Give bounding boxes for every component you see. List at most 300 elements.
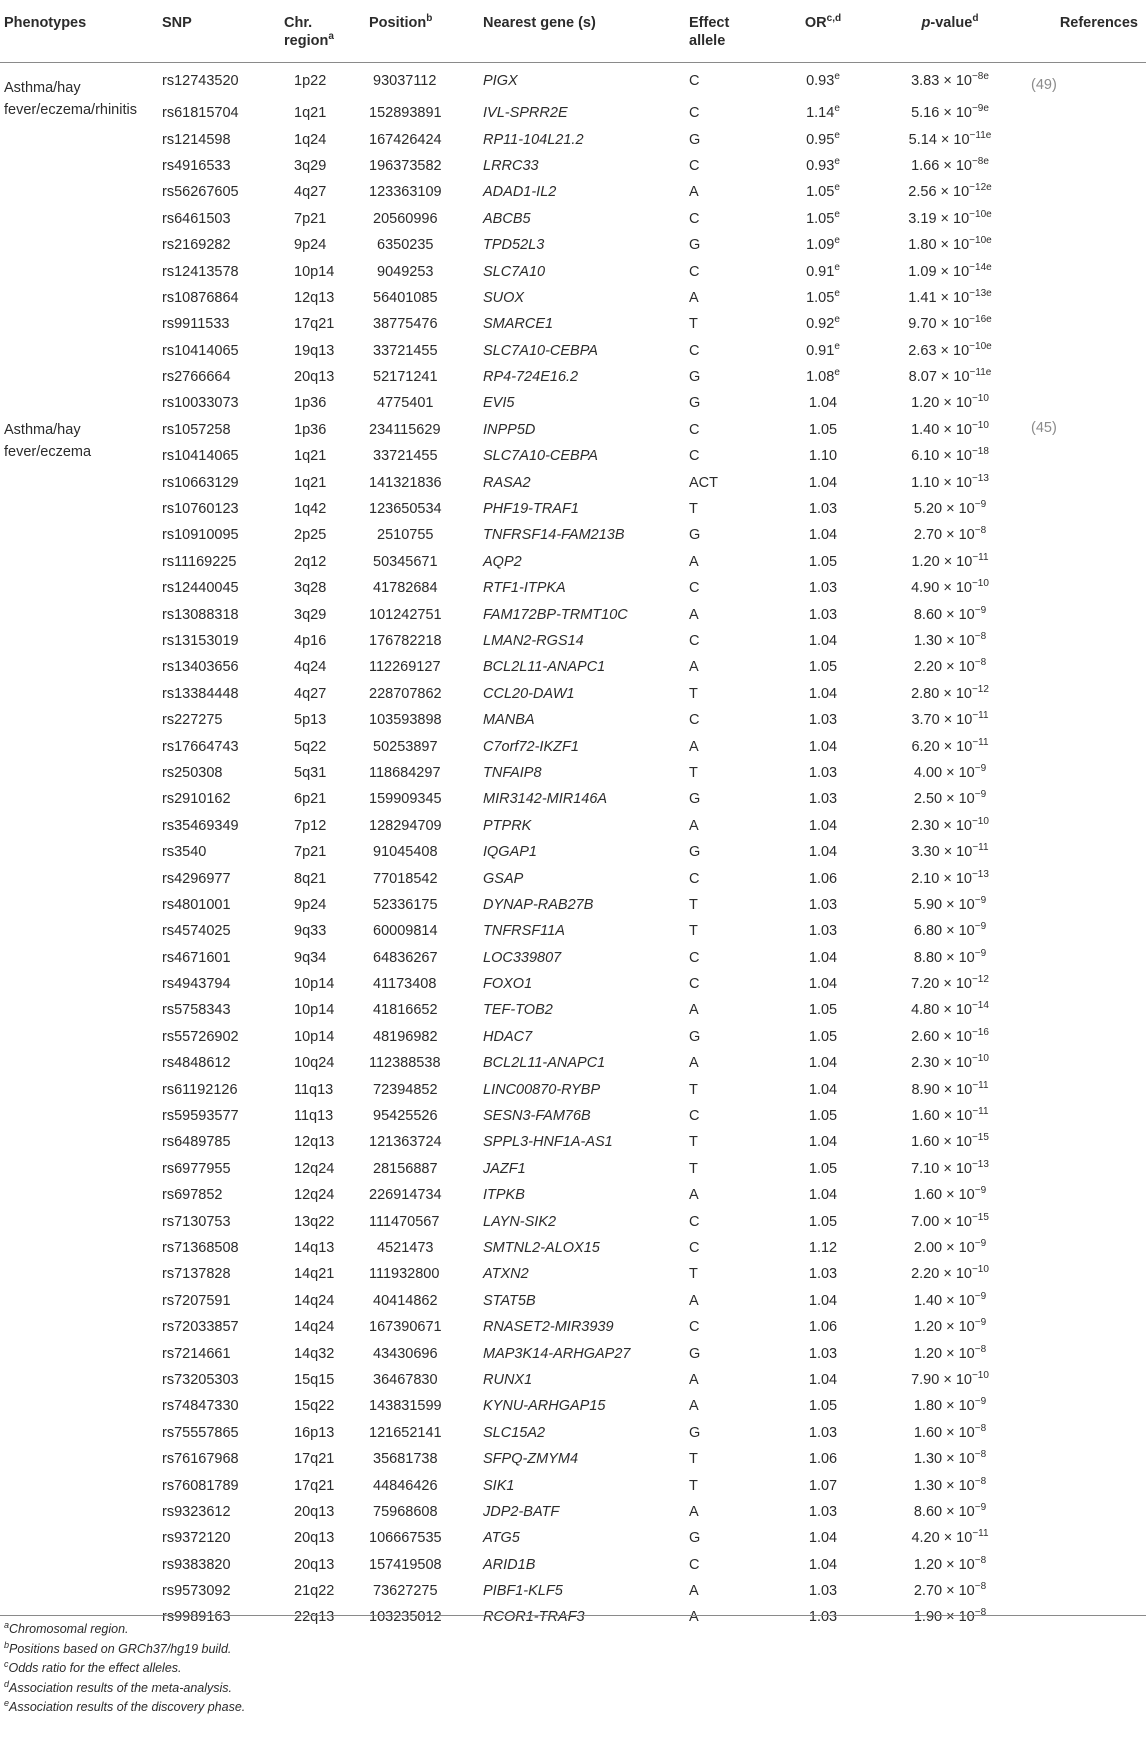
effect-allele-cell: A xyxy=(689,289,699,306)
snp-cell: rs11169225 xyxy=(162,553,237,570)
chr-region-cell: 3q29 xyxy=(294,606,327,623)
position-cell: 123363109 xyxy=(369,184,442,201)
gene-cell xyxy=(483,258,689,284)
gene-name: RP11-104L21.2 xyxy=(483,131,584,148)
p-mantissa: 2.70 xyxy=(913,1583,947,1600)
snp-cell: rs13384448 xyxy=(162,685,239,702)
table-row xyxy=(0,338,1146,364)
p-mantissa: 5.16 xyxy=(911,105,944,122)
p-value-cell xyxy=(869,364,1031,390)
p-mantissa: 4.80 xyxy=(911,1002,944,1019)
effect-allele-cell: C xyxy=(689,157,700,174)
or-cell xyxy=(777,1525,869,1551)
gene-cell xyxy=(483,311,689,337)
snp-cell: rs4296977 xyxy=(162,870,231,887)
table-row xyxy=(0,628,1146,654)
position-cell: 50253897 xyxy=(373,738,438,755)
position-cell: 72394852 xyxy=(373,1081,438,1098)
or-value: 1.04 xyxy=(808,844,838,861)
or-footnote-mark: e xyxy=(834,71,840,83)
gene-cell xyxy=(483,1499,689,1525)
p-times-ten: × 10 xyxy=(943,738,973,755)
chr-region-cell: 12q24 xyxy=(294,1187,335,1204)
or-cell xyxy=(777,258,869,284)
p-exponent: −10 xyxy=(971,815,989,827)
gene-cell xyxy=(483,1604,689,1630)
p-value-cell xyxy=(869,786,1031,812)
gene-name: RCOR1-TRAF3 xyxy=(483,1609,585,1626)
table-row xyxy=(0,232,1146,258)
or-cell xyxy=(777,443,869,469)
gene-name: MAP3K14-ARHGAP27 xyxy=(483,1345,631,1362)
position-cell: 4775401 xyxy=(377,395,434,412)
gene-name: IVL-SPRR2E xyxy=(483,105,568,122)
table-row xyxy=(0,1393,1146,1419)
snp-cell: rs4916533 xyxy=(162,157,231,174)
snp-cell: rs61815704 xyxy=(162,105,239,122)
chr-region-cell: 9p24 xyxy=(294,237,327,254)
p-times-ten: × 10 xyxy=(946,1424,975,1441)
p-mantissa: 6.80 xyxy=(913,923,947,940)
table-row xyxy=(0,285,1146,311)
gene-name: SLC7A10-CEBPA xyxy=(483,448,598,465)
p-value-cell xyxy=(869,760,1031,786)
gene-name: ATXN2 xyxy=(483,1266,529,1283)
effect-allele-cell: A xyxy=(689,1583,699,1600)
p-mantissa: 4.20 xyxy=(911,1530,944,1547)
table-row xyxy=(0,1525,1146,1551)
table-row xyxy=(0,839,1146,865)
p-value-cell xyxy=(869,179,1031,205)
effect-allele-cell: A xyxy=(689,1398,699,1415)
p-mantissa: 2.50 xyxy=(913,791,947,808)
position-cell: 48196982 xyxy=(373,1028,438,1045)
p-value-cell xyxy=(869,1551,1031,1577)
table-row xyxy=(0,1182,1146,1208)
gene-name: RTF1-ITPKA xyxy=(483,580,566,597)
p-mantissa: 2.30 xyxy=(911,817,944,834)
or-value: 0.95 xyxy=(806,131,835,148)
reference-link[interactable]: (45) xyxy=(1031,419,1057,436)
gene-name: LMAN2-RGS14 xyxy=(483,633,584,649)
position-cell: 93037112 xyxy=(373,73,437,90)
table-row xyxy=(0,100,1146,126)
or-value: 1.03 xyxy=(808,1503,838,1520)
or-value: 1.05 xyxy=(806,210,835,227)
p-value-cell xyxy=(869,1604,1031,1630)
position-cell: 101242751 xyxy=(369,606,442,623)
position-cell: 167426424 xyxy=(369,131,442,148)
p-value-cell xyxy=(869,1103,1031,1129)
position-cell: 226914734 xyxy=(369,1187,442,1204)
p-mantissa: 2.00 xyxy=(913,1239,947,1256)
or-cell xyxy=(777,733,869,759)
p-value-cell xyxy=(869,707,1031,733)
p-exponent: −15 xyxy=(971,1211,989,1223)
gene-cell xyxy=(483,1182,689,1208)
p-times-ten: × 10 xyxy=(946,923,975,940)
position-cell: 157419508 xyxy=(369,1556,442,1573)
p-exponent: −11 xyxy=(972,842,989,854)
p-value-cell xyxy=(869,1472,1031,1498)
gene-cell xyxy=(483,1129,689,1155)
position-cell: 36467830 xyxy=(373,1371,438,1388)
table-row xyxy=(0,707,1146,733)
p-value-cell xyxy=(869,443,1031,469)
effect-allele-cell: G xyxy=(689,131,701,148)
effect-allele-cell: G xyxy=(689,1345,701,1362)
or-cell xyxy=(777,522,869,548)
p-exponent: −11 xyxy=(972,710,989,722)
p-exponent: −10 xyxy=(971,578,989,590)
gene-cell xyxy=(483,707,689,733)
table-row xyxy=(0,1472,1146,1498)
gene-name: SLC15A2 xyxy=(483,1424,546,1441)
snp-cell: rs9911533 xyxy=(162,316,230,333)
or-cell xyxy=(777,390,869,416)
p-mantissa: 8.90 xyxy=(911,1081,944,1098)
or-cell xyxy=(777,1288,869,1314)
gene-name: C7orf72-IKZF1 xyxy=(483,738,579,755)
col-header-p-value: p-value$^d$ xyxy=(921,13,979,31)
p-exponent: −9e xyxy=(971,103,989,115)
snp-cell: rs4801001 xyxy=(162,896,231,913)
gene-name: PTPRK xyxy=(483,817,532,834)
or-footnote-mark: e xyxy=(834,103,840,115)
gene-cell xyxy=(483,1208,689,1234)
p-mantissa: 5.14 xyxy=(908,131,941,148)
snp-cell: rs4671601 xyxy=(162,949,231,966)
gene-name: FAM172BP-TRMT10C xyxy=(483,606,628,623)
gene-name: SMARCE1 xyxy=(483,316,554,333)
p-times-ten: × 10 xyxy=(943,1371,972,1388)
effect-allele-cell: T xyxy=(689,316,698,333)
chr-region-cell: 4q27 xyxy=(294,685,327,702)
or-value: 1.04 xyxy=(808,1187,838,1204)
or-value: 1.03 xyxy=(808,896,838,913)
effect-allele-cell: C xyxy=(689,263,700,280)
p-value-cell xyxy=(869,1393,1031,1419)
or-value: 1.10 xyxy=(808,448,838,465)
or-cell xyxy=(777,1367,869,1393)
or-cell xyxy=(777,1604,869,1630)
chr-region-cell: 15q15 xyxy=(294,1371,335,1388)
gene-name: JDP2-BATF xyxy=(483,1503,560,1520)
or-value: 1.03 xyxy=(808,1583,838,1600)
snp-cell: rs250308 xyxy=(162,764,223,781)
chr-region-cell: 12q13 xyxy=(294,1134,335,1151)
or-value: 1.05 xyxy=(808,1213,838,1230)
gene-name: RASA2 xyxy=(483,474,531,491)
table-row xyxy=(0,364,1146,390)
phenotype-cell: Asthma/hay fever/eczema/rhinitis xyxy=(4,79,137,118)
chr-region-cell: 8q21 xyxy=(294,870,327,887)
or-cell xyxy=(777,786,869,812)
table-row xyxy=(0,549,1146,575)
effect-allele-cell: C xyxy=(689,976,700,993)
p-times-ten: × 10 xyxy=(943,1530,973,1547)
table-row xyxy=(0,179,1146,205)
or-cell xyxy=(777,311,869,337)
or-cell xyxy=(777,1208,869,1234)
p-value-cell xyxy=(869,232,1031,258)
or-cell xyxy=(777,1446,869,1472)
p-value-cell xyxy=(869,1446,1031,1472)
gene-cell xyxy=(483,865,689,891)
effect-allele-cell: C xyxy=(689,633,700,649)
col-header-references: References xyxy=(1059,15,1138,31)
table-row xyxy=(0,997,1146,1023)
gene-name: FOXO1 xyxy=(483,976,533,993)
p-exponent: −8 xyxy=(974,631,987,643)
gene-name: PHF19-TRAF1 xyxy=(483,501,579,518)
gene-cell xyxy=(483,179,689,205)
p-times-ten: × 10 xyxy=(943,580,972,597)
or-cell xyxy=(777,1076,869,1102)
p-times-ten: × 10 xyxy=(943,421,972,438)
p-mantissa: 8.80 xyxy=(913,949,947,966)
footnote-text: Positions based on GRCh37/hg19 build. xyxy=(9,1641,232,1656)
or-cell xyxy=(777,153,869,179)
snp-cell: rs6977955 xyxy=(162,1160,231,1177)
effect-allele-cell: T xyxy=(689,896,698,913)
gene-cell xyxy=(483,997,689,1023)
footnote-text: Association results of the discovery phase. xyxy=(9,1700,246,1714)
snp-cell: rs13088318 xyxy=(162,606,239,623)
p-value-cell xyxy=(869,945,1031,971)
or-cell xyxy=(777,1103,869,1129)
p-exponent: −9 xyxy=(974,789,987,801)
or-cell xyxy=(777,707,869,733)
p-exponent: −11 xyxy=(972,1528,989,1540)
chr-region-cell: 5q31 xyxy=(294,764,327,781)
or-cell xyxy=(777,601,869,627)
table-row xyxy=(0,945,1146,971)
chr-region-cell: 14q13 xyxy=(294,1239,335,1256)
position-cell: 141321836 xyxy=(369,474,442,491)
p-mantissa: 1.30 xyxy=(913,633,947,649)
footnote-text: Chromosomal region. xyxy=(9,1622,129,1636)
p-times-ten: × 10 xyxy=(943,1134,972,1151)
or-value: 0.91 xyxy=(806,342,835,359)
or-cell xyxy=(777,1578,869,1604)
effect-allele-cell: C xyxy=(689,1239,700,1256)
or-cell xyxy=(777,496,869,522)
p-times-ten: × 10 xyxy=(946,1556,975,1573)
gene-name: ATG5 xyxy=(483,1530,520,1547)
p-exponent: −9 xyxy=(974,1317,987,1329)
or-value: 1.04 xyxy=(808,1371,838,1388)
or-cell xyxy=(777,1156,869,1182)
p-mantissa: 5.20 xyxy=(913,501,947,518)
effect-allele-cell: G xyxy=(689,369,701,386)
chr-region-cell: 1q21 xyxy=(294,105,327,122)
chr-region-cell: 9q34 xyxy=(294,949,327,966)
chr-region-cell: 10q24 xyxy=(294,1055,335,1072)
position-cell: 167390671 xyxy=(369,1319,442,1336)
effect-allele-cell: T xyxy=(689,1081,698,1098)
p-mantissa: 1.20 xyxy=(913,1345,947,1362)
table-row xyxy=(0,258,1146,284)
p-exponent: −12 xyxy=(971,683,989,695)
effect-allele-cell: C xyxy=(689,342,700,359)
p-exponent: −11 xyxy=(972,552,989,563)
p-exponent: −16e xyxy=(969,314,992,326)
table-row xyxy=(0,1024,1146,1050)
p-mantissa: 7.00 xyxy=(911,1213,944,1230)
p-exponent: −9 xyxy=(974,604,987,616)
chr-region-cell: 5p13 xyxy=(294,712,327,729)
gene-name: LINC00870-RYBP xyxy=(483,1081,601,1098)
chr-region-cell: 4q27 xyxy=(294,184,327,201)
table-row xyxy=(0,1446,1146,1472)
or-cell xyxy=(777,1340,869,1366)
snp-cell: rs76167968 xyxy=(162,1451,239,1468)
gene-name: BCL2L11-ANAPC1 xyxy=(483,1055,606,1072)
p-exponent: −9 xyxy=(974,1502,987,1514)
gene-cell xyxy=(483,126,689,152)
p-exponent: −10e xyxy=(969,235,992,247)
gene-cell xyxy=(483,1314,689,1340)
snp-cell: rs72033857 xyxy=(162,1319,239,1336)
p-mantissa: 1.60 xyxy=(911,1108,944,1125)
footnote-line xyxy=(4,1679,245,1699)
gene-cell xyxy=(483,1446,689,1472)
table-row xyxy=(0,1208,1146,1234)
or-footnote-mark: e xyxy=(834,208,840,220)
table-row xyxy=(0,1076,1146,1102)
p-mantissa: 6.20 xyxy=(911,738,944,755)
p-exponent: −9 xyxy=(974,1238,987,1250)
gene-cell xyxy=(483,1261,689,1287)
p-times-ten: × 10 xyxy=(943,1160,972,1177)
effect-allele-cell: G xyxy=(689,1530,701,1547)
table-row xyxy=(0,311,1146,337)
snp-cell: rs73205303 xyxy=(162,1371,239,1388)
p-mantissa: 1.30 xyxy=(913,1451,947,1468)
gene-name: HDAC7 xyxy=(483,1028,533,1045)
snp-cell: rs59593577 xyxy=(162,1108,239,1125)
or-value: 1.05 xyxy=(808,1028,838,1045)
p-value-cell xyxy=(869,1367,1031,1393)
gene-cell xyxy=(483,443,689,469)
p-mantissa: 1.60 xyxy=(913,1187,947,1204)
p-value-cell xyxy=(869,100,1031,126)
effect-allele-cell: A xyxy=(689,1292,699,1309)
gene-name: ADAD1-IL2 xyxy=(483,184,557,201)
or-cell xyxy=(777,628,869,654)
snp-cell: rs35469349 xyxy=(162,817,239,834)
or-cell xyxy=(777,839,869,865)
chr-region-cell: 1p22 xyxy=(294,73,327,90)
effect-allele-cell: A xyxy=(689,1055,699,1072)
col-header-position: Position$^b$ xyxy=(369,13,433,31)
gene-cell xyxy=(483,1076,689,1102)
p-exponent: −18 xyxy=(971,446,989,458)
snp-cell: rs7214661 xyxy=(162,1345,231,1362)
p-mantissa: 9.70 xyxy=(908,316,941,333)
p-times-ten: × 10 xyxy=(946,659,975,676)
snp-cell: rs13403656 xyxy=(162,659,239,676)
position-cell: 106667535 xyxy=(369,1530,442,1547)
table-row xyxy=(0,62,1146,100)
p-value-cell xyxy=(869,1314,1031,1340)
gene-cell xyxy=(483,892,689,918)
p-mantissa: 1.80 xyxy=(913,1398,947,1415)
or-cell xyxy=(777,1182,869,1208)
chr-region-cell: 2p25 xyxy=(294,527,327,544)
or-value: 0.93 xyxy=(806,157,835,174)
chr-region-cell: 1q21 xyxy=(294,474,327,491)
snp-cell: rs76081789 xyxy=(162,1477,239,1494)
or-footnote-mark: e xyxy=(834,340,840,352)
chr-region-cell: 9p24 xyxy=(294,896,327,913)
position-cell: 44846426 xyxy=(373,1477,438,1494)
p-exponent: −14 xyxy=(971,1000,989,1012)
position-cell: 103593898 xyxy=(369,712,442,729)
p-times-ten: × 10 xyxy=(946,1583,975,1600)
p-times-ten: × 10 xyxy=(943,1002,972,1019)
p-mantissa: 2.10 xyxy=(911,870,944,887)
p-value-cell xyxy=(869,918,1031,944)
or-cell xyxy=(777,760,869,786)
gene-name: SESN3-FAM76B xyxy=(483,1108,591,1125)
p-mantissa: 2.20 xyxy=(911,1266,944,1283)
gene-name: RP4-724E16.2 xyxy=(483,369,579,386)
or-cell xyxy=(777,232,869,258)
p-mantissa: 3.83 xyxy=(911,73,944,90)
p-times-ten: × 10 xyxy=(943,105,972,122)
col-header-chr-region: Chr. region$^a$ xyxy=(284,15,334,49)
p-mantissa: 3.30 xyxy=(911,844,944,861)
gene-cell xyxy=(483,62,689,100)
p-exponent: −10 xyxy=(971,1053,989,1065)
gene-name: RUNX1 xyxy=(483,1371,533,1388)
or-value: 1.04 xyxy=(808,817,838,834)
p-mantissa: 1.60 xyxy=(911,1134,944,1151)
or-value: 1.09 xyxy=(806,237,835,254)
gene-cell xyxy=(483,549,689,575)
or-cell xyxy=(777,1129,869,1155)
gene-cell xyxy=(483,338,689,364)
p-mantissa: 4.90 xyxy=(911,580,944,597)
position-cell: 103235012 xyxy=(369,1609,442,1626)
chr-region-cell: 17q21 xyxy=(294,316,335,333)
table-row xyxy=(0,1261,1146,1287)
gene-name: STAT5B xyxy=(483,1292,536,1309)
chr-region-cell: 10p14 xyxy=(294,1028,335,1045)
p-times-ten: × 10 xyxy=(946,527,975,544)
p-value-cell xyxy=(869,601,1031,627)
p-times-ten: × 10 xyxy=(940,289,970,306)
table-row xyxy=(0,1314,1146,1340)
snp-cell: rs6489785 xyxy=(162,1134,231,1151)
or-footnote-mark: e xyxy=(834,129,840,141)
reference-link[interactable]: (49) xyxy=(1031,76,1057,93)
or-cell xyxy=(777,62,869,100)
chr-region-cell: 1p36 xyxy=(294,395,327,412)
effect-allele-cell: A xyxy=(689,1609,699,1626)
p-mantissa: 2.60 xyxy=(911,1028,944,1045)
chr-region-cell: 9q33 xyxy=(294,923,327,940)
or-value: 1.06 xyxy=(808,870,838,887)
reference-cell xyxy=(1031,417,1146,1631)
or-value: 1.03 xyxy=(808,764,838,781)
or-cell xyxy=(777,1261,869,1287)
or-cell xyxy=(777,681,869,707)
position-cell: 33721455 xyxy=(373,342,438,359)
p-times-ten: × 10 xyxy=(946,949,975,966)
